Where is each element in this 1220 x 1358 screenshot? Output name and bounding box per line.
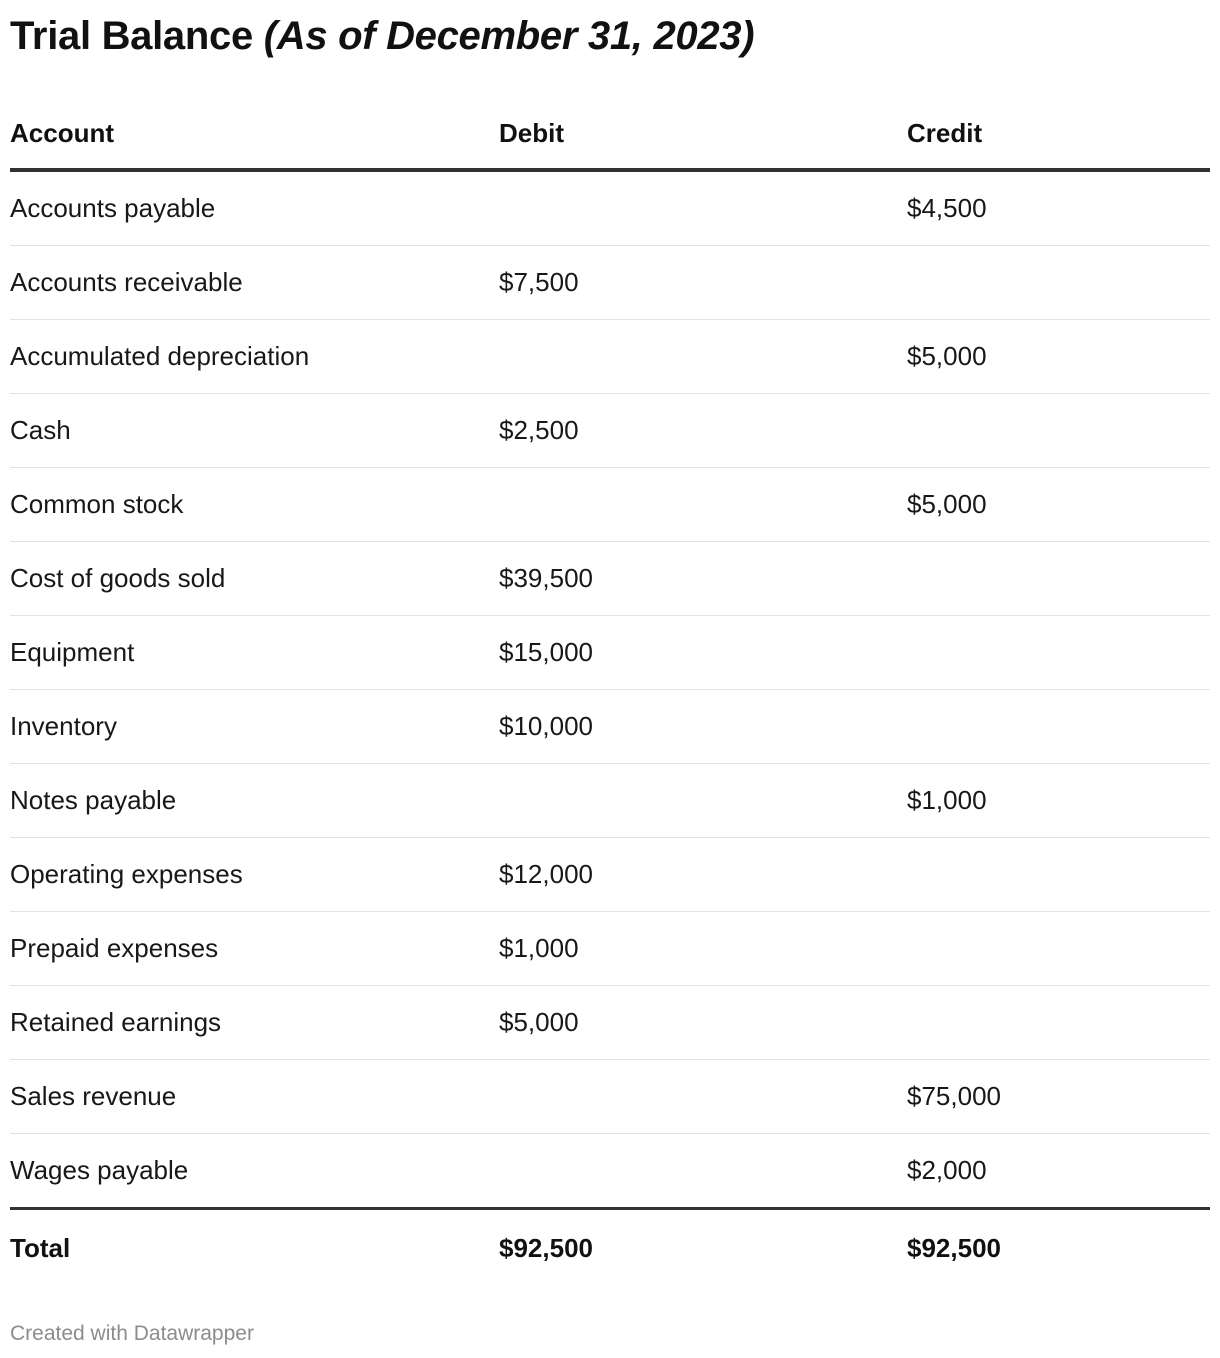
cell-account: Cost of goods sold xyxy=(10,542,499,616)
cell-credit: $1,000 xyxy=(907,764,1210,838)
table-row xyxy=(10,1060,1210,1134)
cell-debit: $39,500 xyxy=(499,542,907,616)
cell-credit xyxy=(907,690,1210,764)
column-header-credit: Credit xyxy=(907,98,1210,170)
table-row xyxy=(10,1134,1210,1209)
cell-credit xyxy=(907,616,1210,690)
column-header-account: Account xyxy=(10,98,499,170)
cell-account: Operating expenses xyxy=(10,838,499,912)
table-row xyxy=(10,690,1210,764)
cell-debit xyxy=(499,320,907,394)
table-row xyxy=(10,986,1210,1060)
cell-account: Sales revenue xyxy=(10,1060,499,1134)
cell-debit xyxy=(499,170,907,246)
cell-credit xyxy=(907,986,1210,1060)
table-body xyxy=(10,170,1210,1209)
cell-account: Inventory xyxy=(10,690,499,764)
cell-credit xyxy=(907,542,1210,616)
cell-account: Notes payable xyxy=(10,764,499,838)
cell-credit: $2,000 xyxy=(907,1134,1210,1209)
table-row xyxy=(10,468,1210,542)
cell-debit: $1,000 xyxy=(499,912,907,986)
cell-debit: $2,500 xyxy=(499,394,907,468)
table-row xyxy=(10,616,1210,690)
cell-account: Retained earnings xyxy=(10,986,499,1060)
total-debit: $92,500 xyxy=(499,1232,593,1263)
cell-account: Cash xyxy=(10,394,499,468)
cell-account: Accounts receivable xyxy=(10,246,499,320)
datawrapper-credit: Created with Datawrapper xyxy=(10,1322,254,1345)
table-row xyxy=(10,542,1210,616)
trial-balance-table xyxy=(10,98,1210,1286)
cell-account: Equipment xyxy=(10,616,499,690)
cell-account: Common stock xyxy=(10,468,499,542)
cell-account: Wages payable xyxy=(10,1134,499,1209)
cell-debit: $5,000 xyxy=(499,986,907,1060)
total-label: Total xyxy=(10,1232,71,1263)
cell-debit: $7,500 xyxy=(499,246,907,320)
cell-credit xyxy=(907,912,1210,986)
cell-credit xyxy=(907,394,1210,468)
column-header-debit: Debit xyxy=(499,98,907,170)
cell-debit: $12,000 xyxy=(499,838,907,912)
cell-credit: $5,000 xyxy=(907,320,1210,394)
cell-account: Prepaid expenses xyxy=(10,912,499,986)
cell-account: Accumulated depreciation xyxy=(10,320,499,394)
cell-debit: $15,000 xyxy=(499,616,907,690)
table-row xyxy=(10,912,1210,986)
cell-credit xyxy=(907,838,1210,912)
cell-debit xyxy=(499,1060,907,1134)
table-row xyxy=(10,394,1210,468)
title-subtitle: (As of December 31, 2023) xyxy=(263,14,755,58)
total-credit: $92,500 xyxy=(907,1232,1001,1263)
table-header-row xyxy=(10,98,1210,170)
cell-account: Accounts payable xyxy=(10,170,499,246)
table-row xyxy=(10,320,1210,394)
total-row xyxy=(10,1209,1210,1287)
cell-debit xyxy=(499,764,907,838)
cell-credit: $75,000 xyxy=(907,1060,1210,1134)
cell-debit xyxy=(499,468,907,542)
title-main: Trial Balance xyxy=(10,14,253,58)
cell-credit: $4,500 xyxy=(907,170,1210,246)
cell-debit xyxy=(499,1134,907,1209)
table-row xyxy=(10,246,1210,320)
table-row xyxy=(10,170,1210,246)
page-title xyxy=(10,12,754,60)
table-row xyxy=(10,838,1210,912)
table-row xyxy=(10,764,1210,838)
cell-debit: $10,000 xyxy=(499,690,907,764)
cell-credit xyxy=(907,246,1210,320)
cell-credit: $5,000 xyxy=(907,468,1210,542)
